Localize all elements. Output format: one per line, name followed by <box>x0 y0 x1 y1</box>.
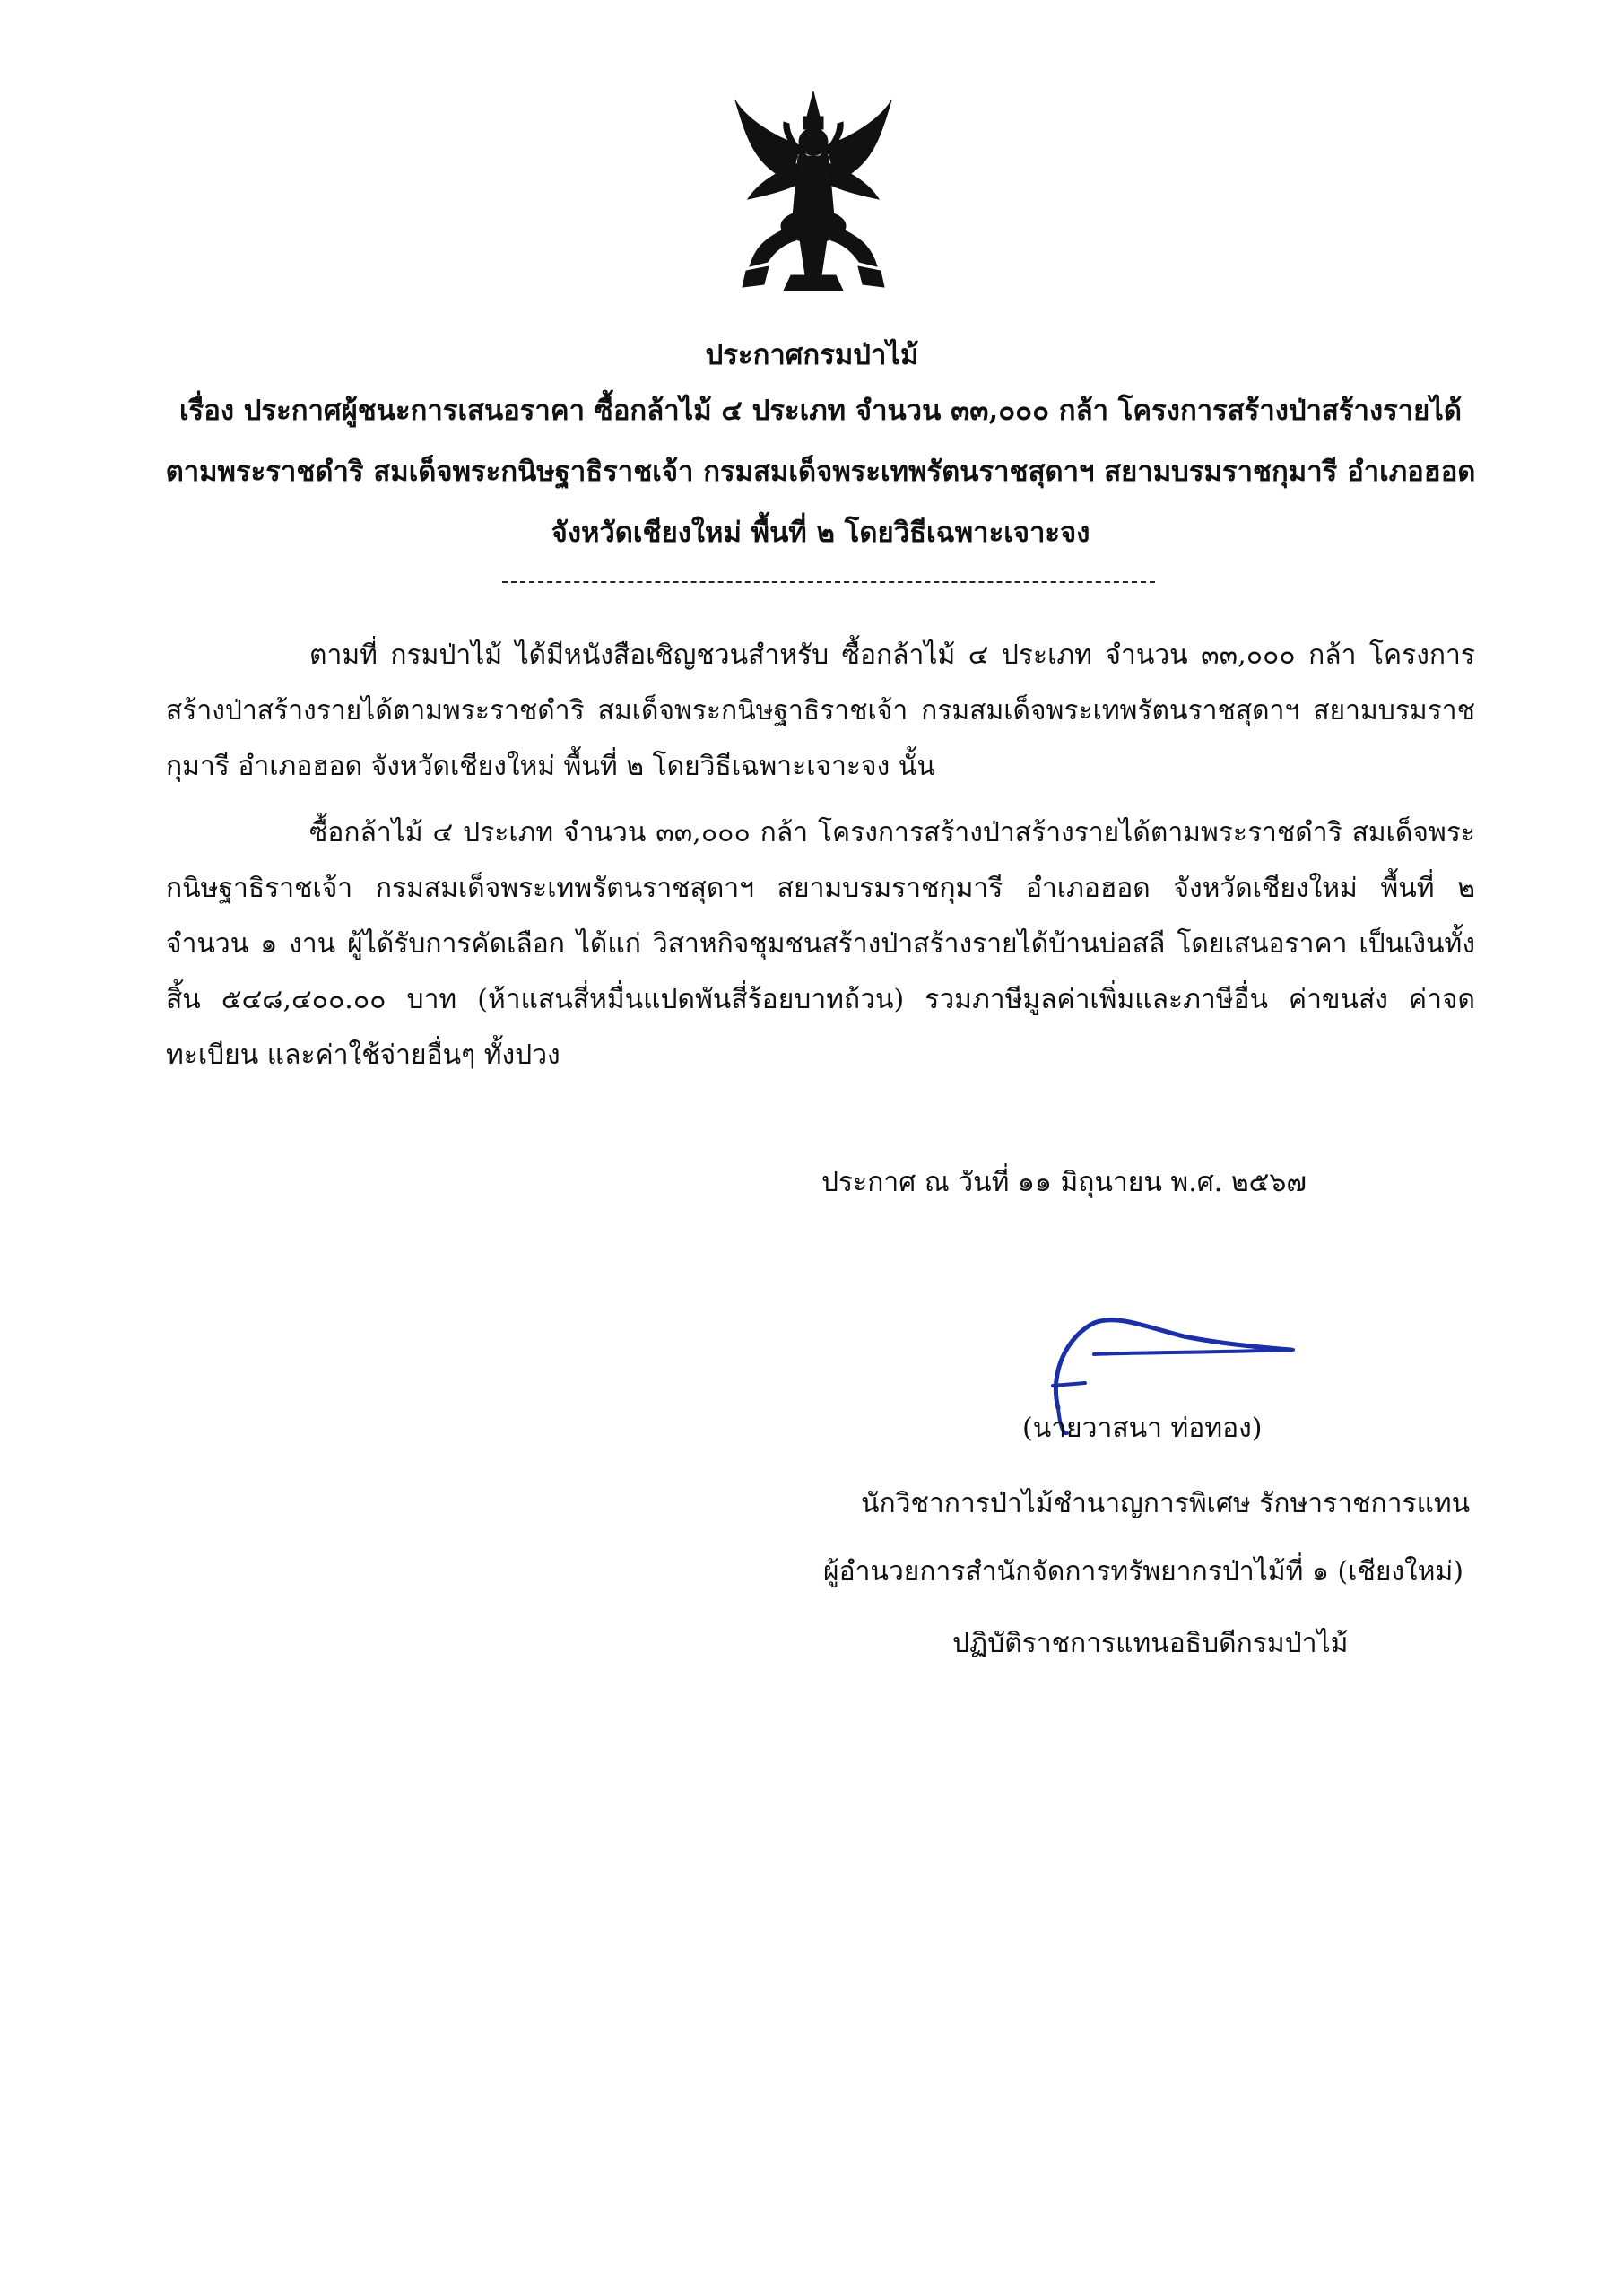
garuda-emblem-icon <box>728 83 899 298</box>
body-paragraph-2-text: ซื้อกล้าไม้ ๔ ประเภท จำนวน ๓๓,๐๐๐ กล้า โครงการสร้างป่าสร้างรายได้ตามพระราชดำริ สมเด็จพระกนิษฐาธิราชเจ้า กรมสมเด็จพระเทพรัตนราชสุดาฯ สยามบรมราชกุมารี อำเภอฮอด จังหวัดเชียงใหม่ พื้นที่ ๒ จำนวน ๑ งาน ผู้ได้รับการคัดเลือก ได้แก่ วิสาหกิจชุมชนสร้างป่าสร้างรายได้บ้านบ่อสลี โดยเสนอราคา เป็นเงินทั้งสิ้น ๕๔๘,๔๐๐.๐๐ บาท (ห้าแสนสี่หมื่นแปดพันสี่ร้อยบาทถ้วน) รวมภาษีมูลค่าเพิ่มและภาษีอื่น ค่าขนส่ง ค่าจดทะเบียน และค่าใช้จ่ายอื่นๆ ทั้งปวง <box>166 817 1476 1071</box>
announcement-heading: ประกาศกรมป่าไม้ <box>705 339 919 371</box>
dashed-divider <box>502 581 1155 583</box>
signer-position-3: ปฏิบัติราชการแทนอธิบดีกรมป่าไม้ <box>952 1628 1349 1659</box>
body-paragraph-1 <box>166 628 1475 795</box>
signer-name: (นายวาสนา ท่อทอง) <box>1022 1413 1263 1444</box>
body-paragraph-1-text: ตามที่ กรมป่าไม้ ได้มีหนังสือเชิญชวนสำหรับ ซื้อกล้าไม้ ๔ ประเภท จำนวน ๓๓,๐๐๐ กล้า โครงการสร้างป่าสร้างรายได้ตามพระราชดำริ สมเด็จพระกนิษฐาธิราชเจ้า กรมสมเด็จพระเทพรัตนราชสุดาฯ สยามบรมราชกุมารี อำเภอฮอด จังหวัดเชียงใหม่ พื้นที่ ๒ โดยวิธีเฉพาะเจาะจง นั้น <box>166 639 1475 782</box>
announcement-subject: เรื่อง ประกาศผู้ชนะการเสนอราคา ซื้อกล้าไม้ ๔ ประเภท จำนวน ๓๓,๐๐๐ กล้า โครงการสร้างป่าสร้างรายได้ตามพระราชดำริ สมเด็จพระกนิษฐาธิราชเจ้า กรมสมเด็จพระเทพรัตนราชสุดาฯ สยามบรมราชกุมารี อำเภอฮอด จังหวัดเชียงใหม่ พื้นที่ ๒ โดยวิธีเฉพาะเจาะจง <box>165 395 1476 549</box>
announcement-date: ประกาศ ณ วันที่ ๑๑ มิถุนายน พ.ศ. ๒๕๖๗ <box>821 1167 1307 1198</box>
signer-position-2: ผู้อำนวยการสำนักจัดการทรัพยากรป่าไม้ที่ ๑ (เชียงใหม่) <box>823 1556 1463 1587</box>
signer-position-1: นักวิชาการป่าไม้ชำนาญการพิเศษ รักษาราชการแทน <box>861 1488 1471 1519</box>
body-paragraph-2 <box>166 805 1475 1083</box>
